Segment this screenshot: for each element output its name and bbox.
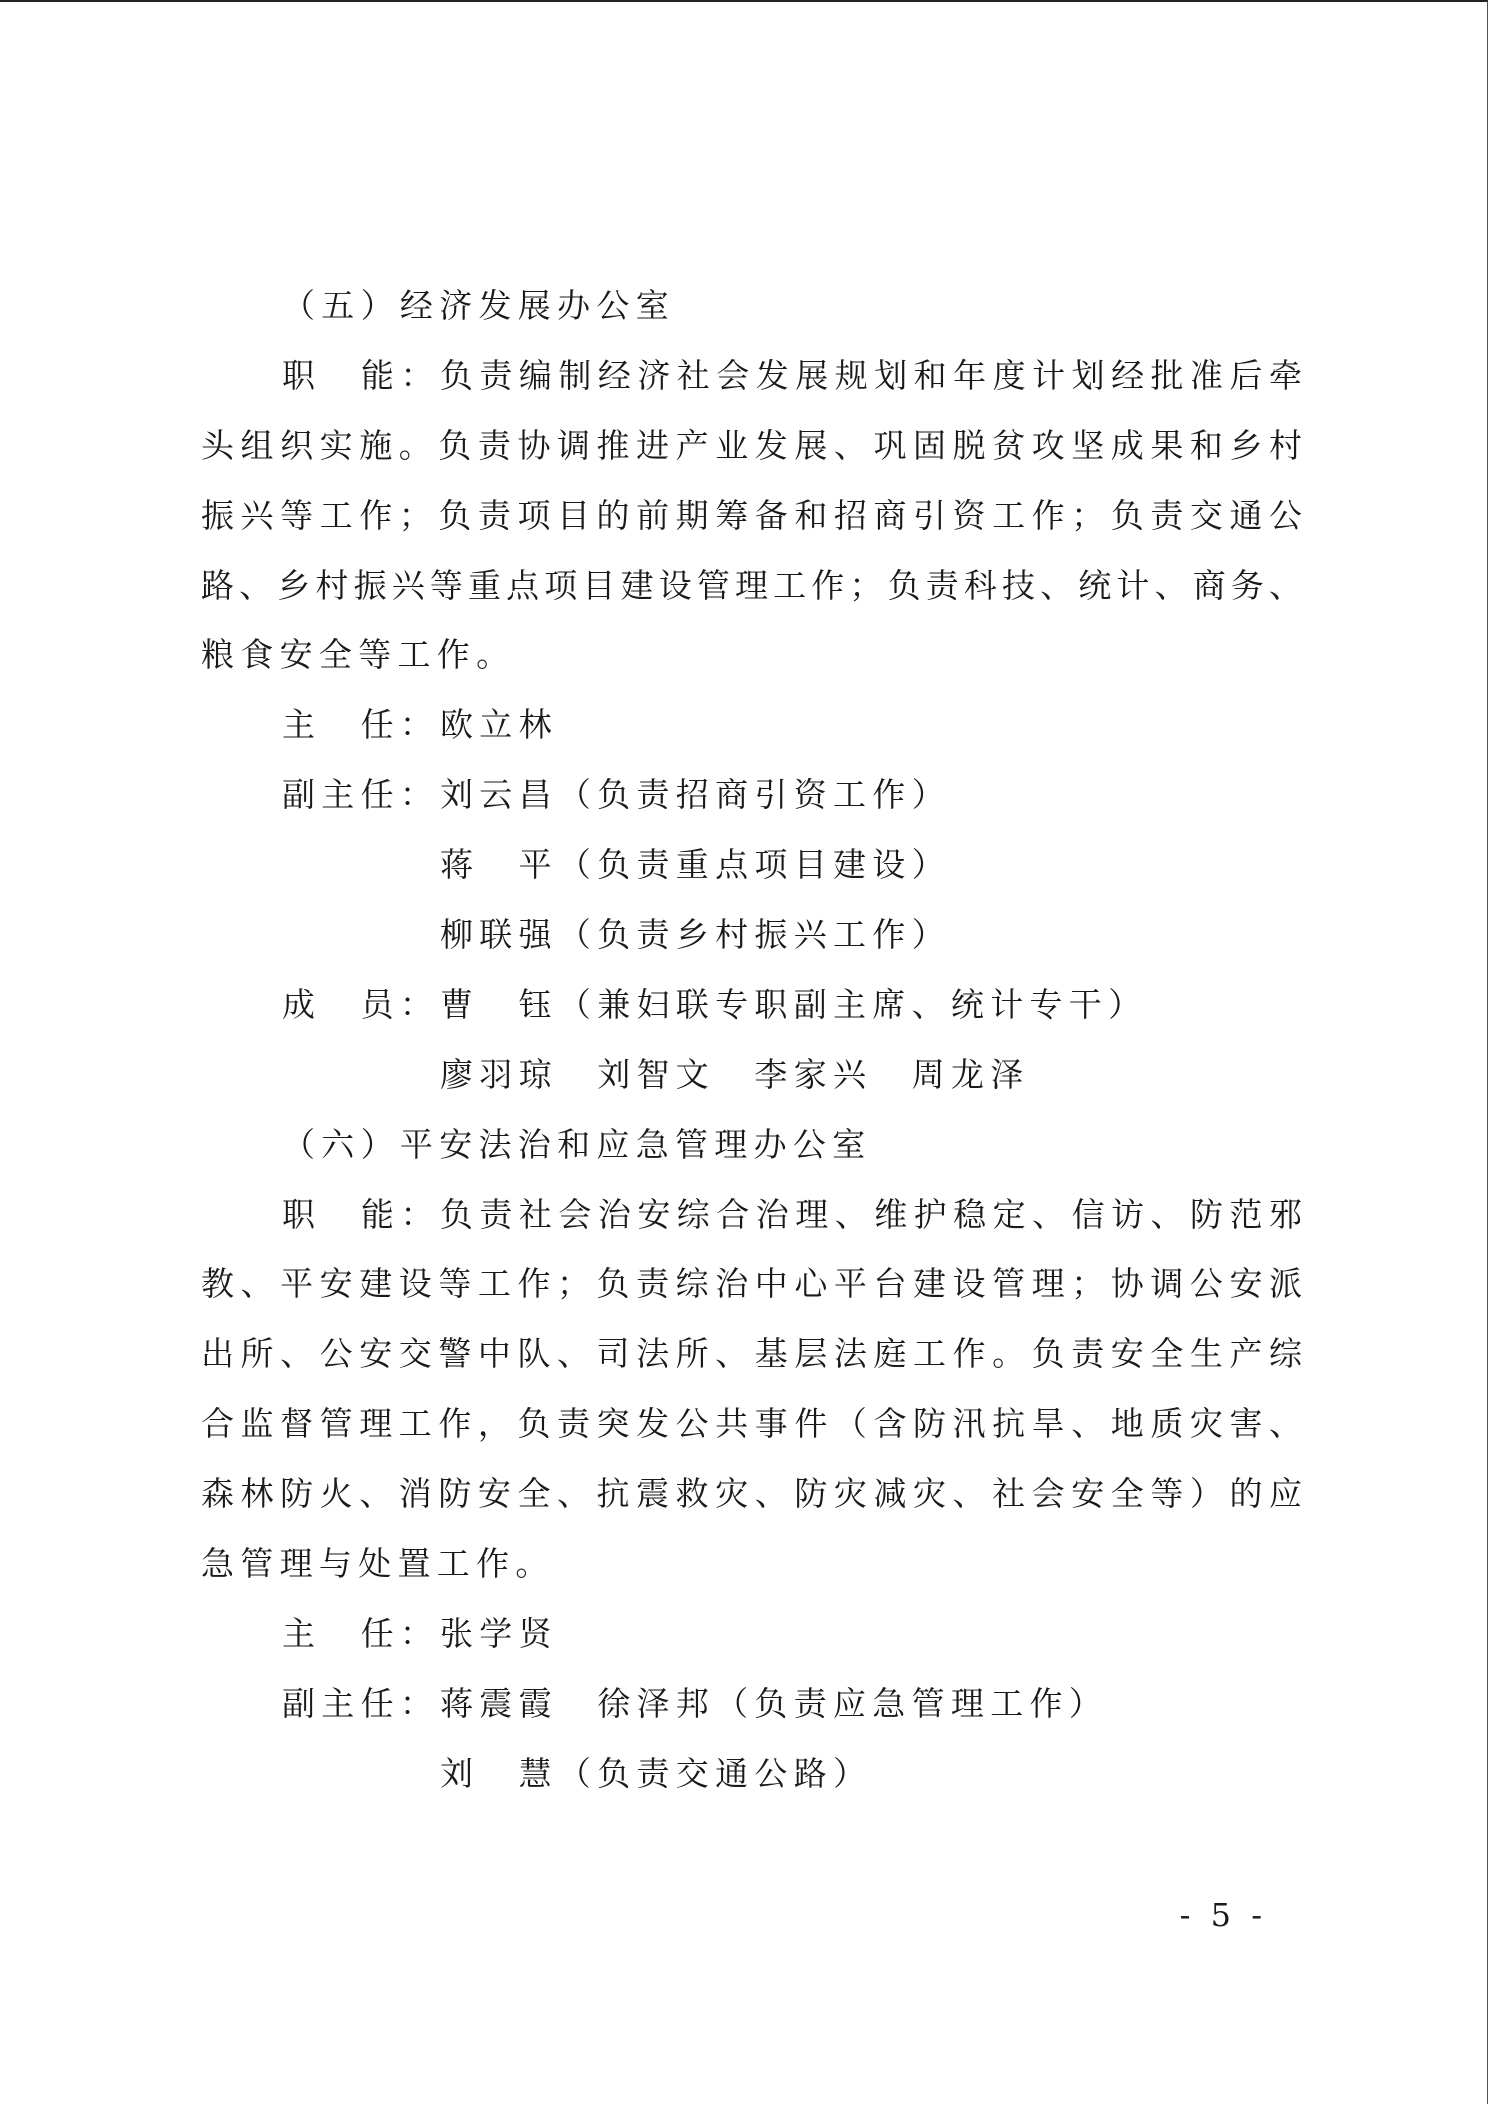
member-entry: 廖羽琼 刘智文 李家兴 周龙泽 (440, 1054, 1030, 1094)
deputy-entry: 蒋震霞 徐泽邦（负责应急管理工作） (440, 1683, 1109, 1723)
duties-label: 职 能： (282, 1194, 440, 1234)
duties-line: 教、平安建设等工作；负责综治中心平台建设管理；协调公安派 (201, 1264, 1309, 1304)
deputy-entry: 刘云昌（负责招商引资工作） (440, 775, 951, 815)
director-label: 主 任： (282, 1613, 440, 1653)
duties-line: 合监督管理工作，负责突发公共事件（含防汛抗旱、地质灾害、 (201, 1404, 1309, 1444)
director-line (282, 690, 1302, 760)
members-line (282, 970, 1302, 1040)
duties-line: 头组织实施。负责协调推进产业发展、巩固脱贫攻坚成果和乡村 (201, 425, 1309, 465)
member-entry: 曹 钰（兼妇联专职副主席、统计专干） (440, 984, 1148, 1024)
deputy-entry: 蒋 平（负责重点项目建设） (440, 845, 951, 885)
page-number: - 5 - (1179, 1896, 1267, 1934)
deputy-entry: 刘 慧（负责交通公路） (440, 1753, 873, 1793)
deputy-entry: 柳联强（负责乡村振兴工作） (440, 915, 951, 955)
director-name: 欧立林 (440, 705, 558, 745)
duties-line (282, 341, 1309, 411)
duties-line: 粮食安全等工作。 (201, 635, 516, 675)
duties-line: 振兴等工作；负责项目的前期筹备和招商引资工作；负责交通公 (201, 495, 1309, 535)
duties-text: 负责编制经济社会发展规划和年度计划经批准后牵 (439, 355, 1309, 395)
director-name: 张学贤 (440, 1613, 558, 1653)
duties-text: 负责社会治安综合治理、维护稳定、信访、防范邪 (439, 1194, 1309, 1234)
deputy-label: 副主任： (282, 775, 440, 815)
section-heading-economic-development: （五）经济发展办公室 (282, 286, 675, 325)
document-body (0, 271, 1488, 1809)
deputy-line (282, 1669, 1302, 1739)
duties-label: 职 能： (282, 355, 440, 395)
members-label: 成 员： (282, 984, 440, 1024)
duties-line: 路、乡村振兴等重点项目建设管理工作；负责科技、统计、商务、 (201, 565, 1308, 605)
director-label: 主 任： (282, 705, 440, 745)
duties-line (282, 1180, 1309, 1250)
duties-line: 森林防火、消防安全、抗震救灾、防灾减灾、社会安全等）的应 (201, 1474, 1309, 1514)
deputy-line (282, 760, 1302, 830)
section-heading-safety-emergency: （六）平安法治和应急管理办公室 (282, 1124, 872, 1164)
duties-line: 出所、公安交警中队、司法所、基层法庭工作。负责安全生产综 (201, 1334, 1309, 1374)
director-line (282, 1599, 1302, 1669)
deputy-label: 副主任： (282, 1683, 440, 1723)
duties-line: 急管理与处置工作。 (201, 1544, 555, 1584)
